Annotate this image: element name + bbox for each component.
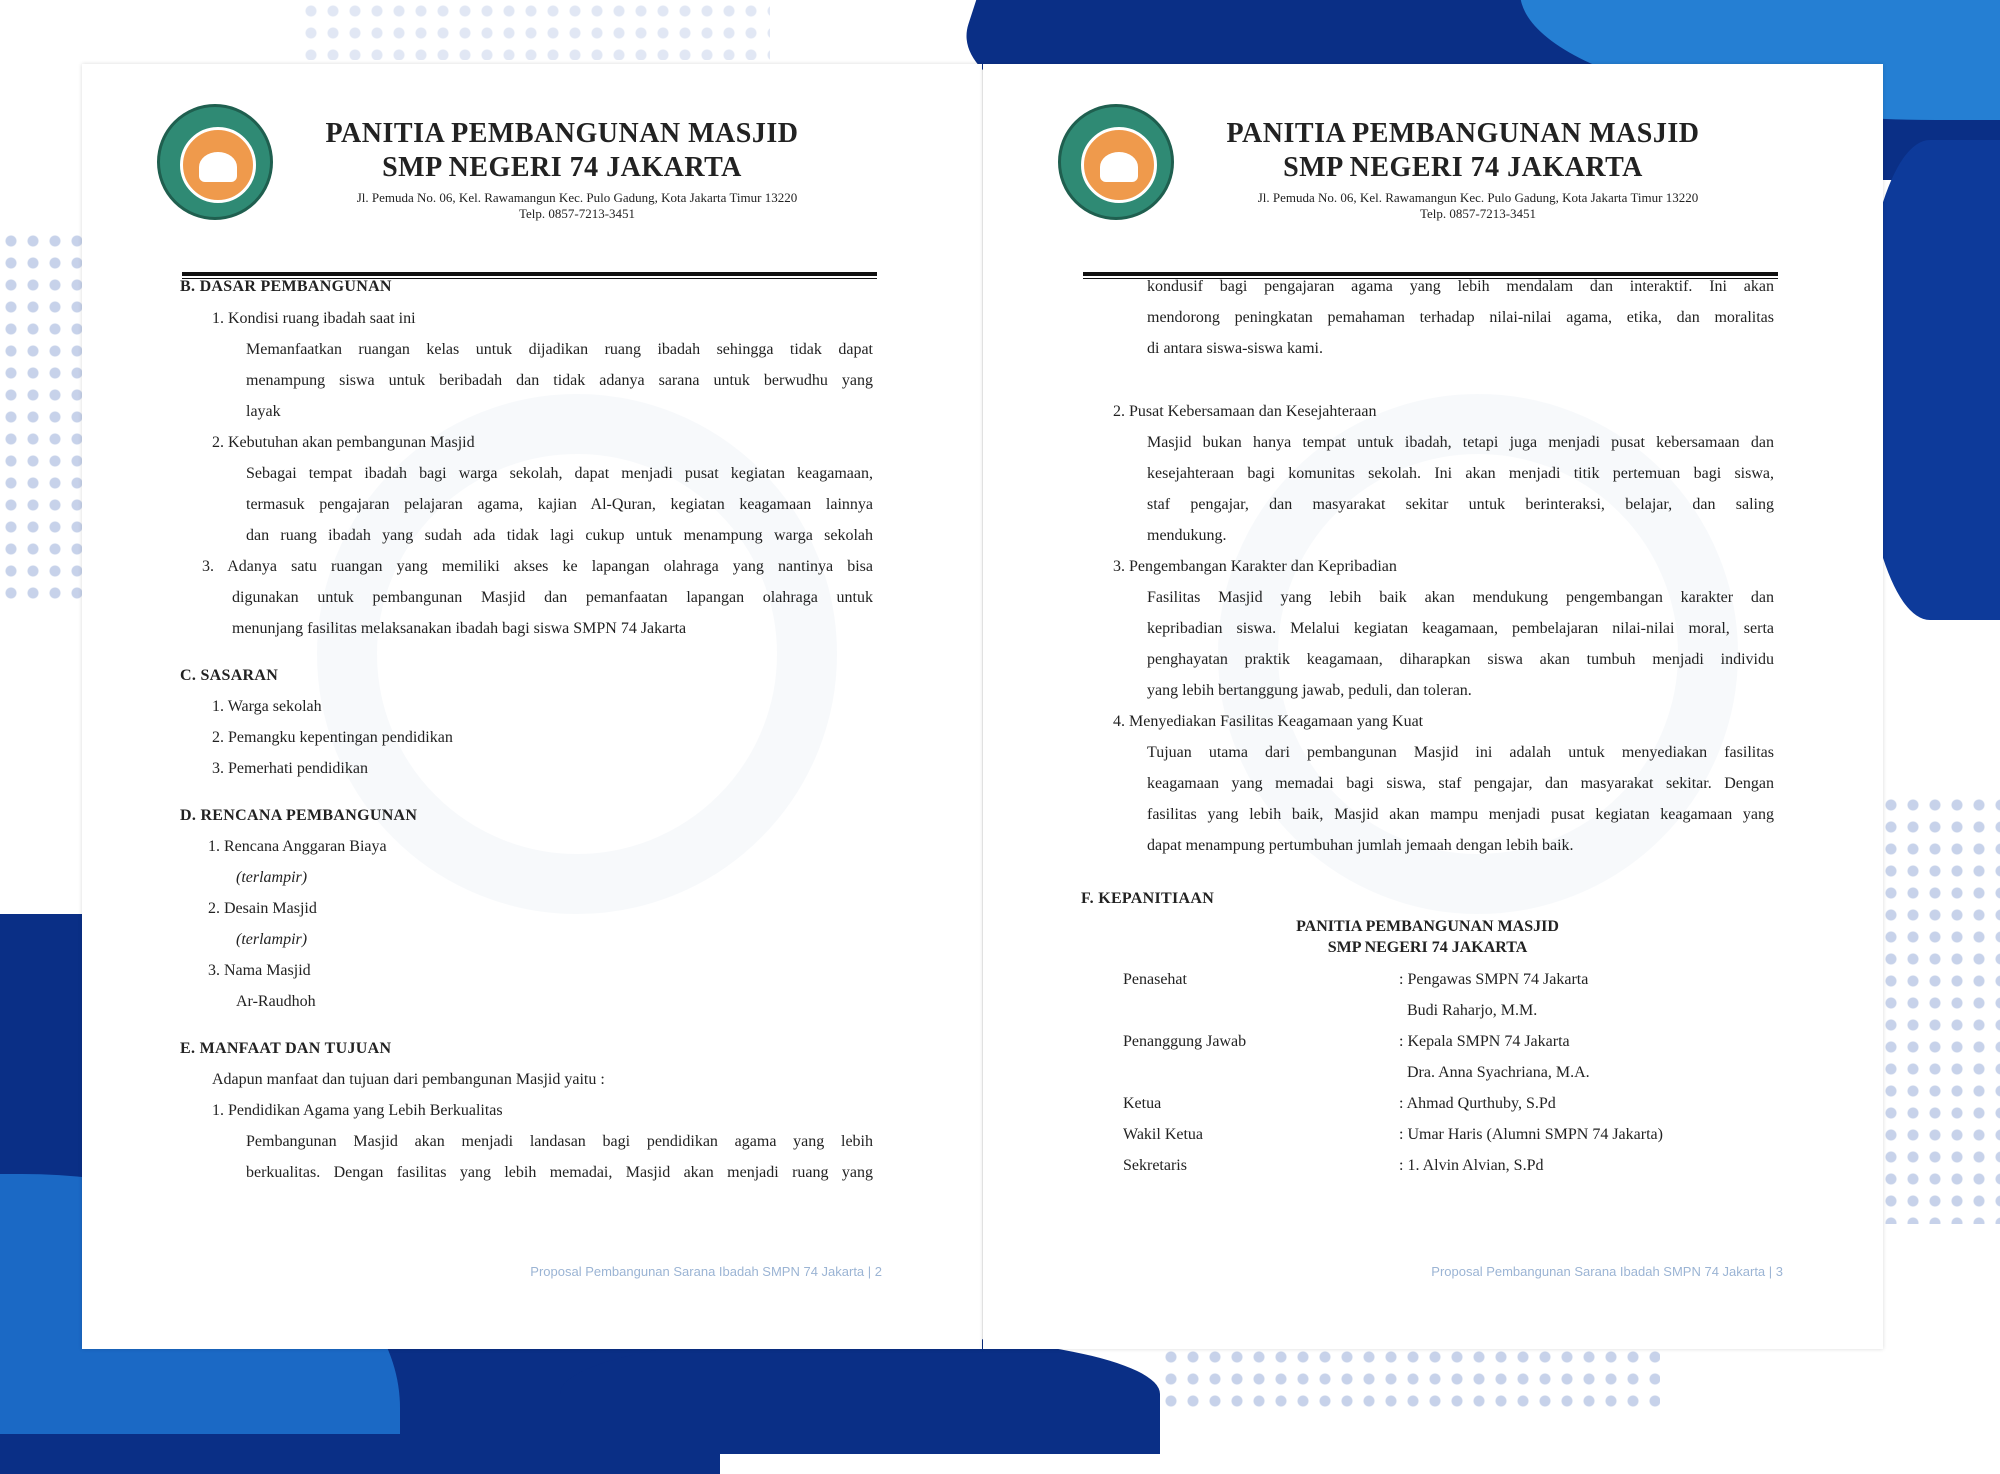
section-e-item-4-line: fasilitas yang lebih baik, Masjid akan mampu menjadi pusat kegiatan keagamaan yang: [1147, 806, 1774, 823]
committee-value: : Ahmad Qurthuby, S.Pd: [1399, 1095, 1556, 1112]
section-e-item-4-line: dapat menampung pertumbuhan jumlah jemaah dengan lebih baik.: [1147, 837, 1574, 854]
section-b-item-1-title: 1. Kondisi ruang ibadah saat ini: [212, 310, 416, 327]
committee-value: : Pengawas SMPN 74 Jakarta: [1399, 971, 1589, 988]
letterhead-title-line1: PANITIA PEMBANGUNAN MASJID: [1226, 118, 1700, 149]
section-e-item-1-line: berkualitas. Dengan fasilitas yang lebih memadai, Masjid akan menjadi ruang yang: [246, 1164, 873, 1181]
committee-value: : Kepala SMPN 74 Jakarta: [1399, 1033, 1570, 1050]
letterhead-divider: [1083, 272, 1778, 276]
document-page-3: [983, 64, 1883, 1349]
letterhead: [157, 104, 877, 254]
committee-role: Penasehat: [1123, 971, 1187, 988]
section-b-heading: B. DASAR PEMBANGUNAN: [180, 278, 392, 295]
letterhead-phone: Telp. 0857-7213-3451: [518, 206, 636, 221]
committee-role: Penanggung Jawab: [1123, 1033, 1247, 1050]
section-b-item-2-line: dan ruang ibadah yang sudah ada tidak lagi cukup untuk menampung warga sekolah: [246, 527, 873, 544]
section-e-item-3-line: yang lebih bertanggung jawab, peduli, dan toleran.: [1147, 682, 1472, 699]
section-c-item: 3. Pemerhati pendidikan: [212, 760, 368, 777]
section-e-item-1-line: di antara siswa-siswa kami.: [1147, 340, 1323, 357]
page-footer: Proposal Pembangunan Sarana Ibadah SMPN 74 Jakarta | 3: [1431, 1264, 1783, 1279]
section-b-item-1-line: layak: [246, 403, 281, 420]
section-e-item-4-line: Tujuan utama dari pembangunan Masjid ini adalah untuk menyediakan fasilitas: [1147, 744, 1774, 761]
committee-role: Sekretaris: [1123, 1157, 1187, 1174]
section-e-intro: Adapun manfaat dan tujuan dari pembangunan Masjid yaitu :: [212, 1071, 605, 1088]
section-e-heading: E. MANFAAT DAN TUJUAN: [180, 1040, 392, 1057]
dot-pattern-right: [1880, 794, 2000, 1224]
section-c-item: 2. Pemangku kepentingan pendidikan: [212, 729, 453, 746]
committee-role: Wakil Ketua: [1123, 1126, 1204, 1143]
section-d-note: (terlampir): [236, 869, 308, 886]
section-e-item-2-line: mendukung.: [1147, 527, 1227, 544]
section-e-item-2-line: kesejahteraan bagi komunitas sekolah. Ini akan menjadi titik pertemuan bagi siswa,: [1147, 465, 1774, 482]
section-e-item-4-line: keagamaan yang memadai bagi siswa, staf pengajar, dan masyarakat sekitar. Dengan: [1147, 775, 1774, 792]
section-c-item: 1. Warga sekolah: [212, 698, 322, 715]
committee-value-name: Budi Raharjo, M.M.: [1407, 1002, 1538, 1019]
section-f-heading: F. KEPANITIAAN: [1081, 890, 1215, 907]
letterhead-title-line1: PANITIA PEMBANGUNAN MASJID: [325, 118, 799, 149]
section-d-item: 1. Rencana Anggaran Biaya: [208, 838, 387, 855]
page-footer: Proposal Pembangunan Sarana Ibadah SMPN 74 Jakarta | 2: [530, 1264, 882, 1279]
section-e-item-1-line: kondusif bagi pengajaran agama yang lebih mendalam dan interaktif. Ini akan: [1147, 278, 1774, 295]
section-e-item-2-line: staf pengajar, dan masyarakat sekitar untuk berinteraksi, belajar, dan saling: [1147, 496, 1774, 513]
section-b-item-3-line: digunakan untuk pembangunan Masjid dan pemanfaatan lapangan olahraga untuk: [232, 589, 873, 606]
section-d-heading: D. RENCANA PEMBANGUNAN: [180, 807, 418, 824]
section-b-item-2-line: termasuk pengajaran pelajaran agama, kajian Al-Quran, kegiatan keagamaan lainnya: [246, 496, 873, 513]
section-e-item-1-title: 1. Pendidikan Agama yang Lebih Berkualitas: [212, 1102, 503, 1119]
letterhead-address: Jl. Pemuda No. 06, Kel. Rawamangun Kec. Pulo Gadung, Kota Jakarta Timur 13220: [356, 190, 798, 205]
section-b-item-3-line: 3. Adanya satu ruangan yang memiliki akses ke lapangan olahraga yang nantinya bisa: [202, 558, 873, 575]
section-e-item-3-line: kepribadian siswa. Melalui kegiatan keagamaan, pembelajaran nilai-nilai moral, serta: [1147, 620, 1774, 637]
letterhead-address: Jl. Pemuda No. 06, Kel. Rawamangun Kec. Pulo Gadung, Kota Jakarta Timur 13220: [1257, 190, 1699, 205]
letterhead-title-line2: SMP NEGERI 74 JAKARTA: [382, 152, 742, 183]
committee-title-line2: SMP NEGERI 74 JAKARTA: [1327, 939, 1528, 956]
section-c-heading: C. SASARAN: [180, 667, 279, 684]
committee-value: : 1. Alvin Alvian, S.Pd: [1399, 1157, 1544, 1174]
committee-title-line1: PANITIA PEMBANGUNAN MASJID: [1296, 918, 1559, 935]
dot-pattern-top: [300, 0, 770, 60]
section-b-item-2-title: 2. Kebutuhan akan pembangunan Masjid: [212, 434, 475, 451]
committee-role: Ketua: [1123, 1095, 1162, 1112]
section-e-item-3-line: penghayatan praktik keagamaan, diharapkan siswa akan tumbuh menjadi individu: [1147, 651, 1774, 668]
background-wave-bottom-middle: [560, 1334, 1160, 1454]
section-b-item-1-line: menampung siswa untuk beribadah dan tidak adanya sarana untuk berwudhu yang: [246, 372, 873, 389]
section-e-item-1-line: Pembangunan Masjid akan menjadi landasan bagi pendidikan agama yang lebih: [246, 1133, 873, 1150]
section-d-value: Ar-Raudhoh: [236, 993, 316, 1010]
letterhead: [1058, 104, 1778, 254]
section-b-item-2-line: Sebagai tempat ibadah bagi warga sekolah, dapat menjadi pusat kegiatan keagamaan,: [246, 465, 873, 482]
section-e-item-4-title: 4. Menyediakan Fasilitas Keagamaan yang Kuat: [1113, 713, 1424, 730]
dot-pattern-left: [0, 230, 90, 600]
section-e-item-2-line: Masjid bukan hanya tempat untuk ibadah, tetapi juga menjadi pusat kebersamaan dan: [1147, 434, 1774, 451]
section-b-item-1-line: Memanfaatkan ruangan kelas untuk dijadikan ruang ibadah sehingga tidak dapat: [246, 341, 873, 358]
letterhead-divider: [182, 272, 877, 276]
document-page-2: [82, 64, 982, 1349]
committee-value-name: Dra. Anna Syachriana, M.A.: [1407, 1064, 1590, 1081]
section-e-item-2-title: 2. Pusat Kebersamaan dan Kesejahteraan: [1113, 403, 1377, 420]
letterhead-phone: Telp. 0857-7213-3451: [1419, 206, 1537, 221]
section-d-note: (terlampir): [236, 931, 308, 948]
section-b-item-3-line: menunjang fasilitas melaksanakan ibadah bagi siswa SMPN 74 Jakarta: [232, 620, 687, 637]
committee-value: : Umar Haris (Alumni SMPN 74 Jakarta): [1399, 1126, 1663, 1143]
section-e-item-3-line: Fasilitas Masjid yang lebih baik akan mendukung pengembangan karakter dan: [1147, 589, 1774, 606]
section-d-item: 2. Desain Masjid: [208, 900, 317, 917]
section-e-item-1-line: mendorong peningkatan pemahaman terhadap nilai-nilai agama, etika, dan moralitas: [1147, 309, 1774, 326]
section-e-item-3-title: 3. Pengembangan Karakter dan Kepribadian: [1113, 558, 1397, 575]
section-d-item: 3. Nama Masjid: [208, 962, 311, 979]
letterhead-title-line2: SMP NEGERI 74 JAKARTA: [1283, 152, 1643, 183]
